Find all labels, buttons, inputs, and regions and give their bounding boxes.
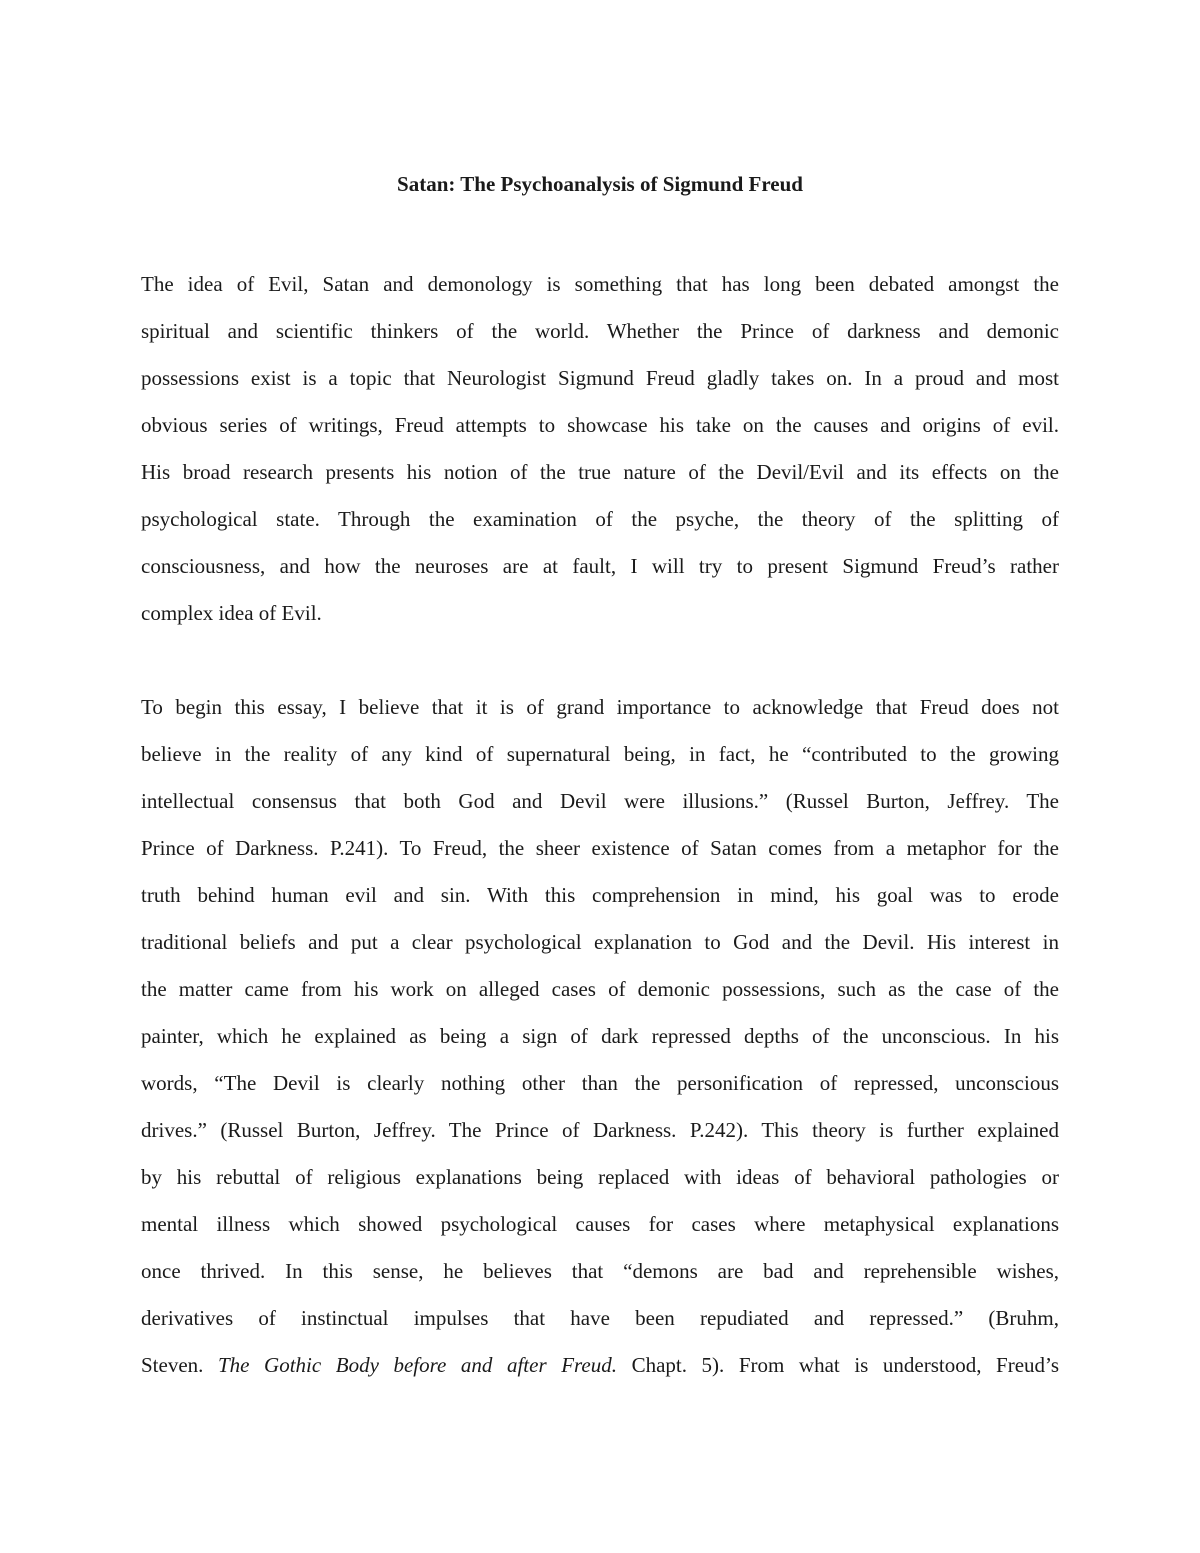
text-line: drives.” (Russel Burton, Jeffrey. The Prince of Darkness. P.242). This theory is further explained — [141, 1118, 1059, 1142]
text-line: possessions exist is a topic that Neurologist Sigmund Freud gladly takes on. In a proud and most — [141, 366, 1059, 390]
text-line: traditional beliefs and put a clear psychological explanation to God and the Devil. His interest in — [141, 930, 1059, 954]
text-line: believe in the reality of any kind of supernatural being, in fact, he “contributed to the growing — [141, 742, 1059, 766]
text-line: obvious series of writings, Freud attempts to showcase his take on the causes and origins of evil. — [141, 413, 1059, 437]
text-line: the matter came from his work on alleged cases of demonic possessions, such as the case of the — [141, 977, 1059, 1001]
text-line: truth behind human evil and sin. With this comprehension in mind, his goal was to erode — [141, 883, 1059, 907]
text-line: words, “The Devil is clearly nothing other than the personification of repressed, unconscious — [141, 1071, 1059, 1095]
text-line: To begin this essay, I believe that it is of grand importance to acknowledge that Freud does not — [141, 695, 1059, 719]
citation-author: Steven. — [141, 1353, 204, 1377]
text-line: complex idea of Evil. — [141, 601, 322, 625]
text-line: The idea of Evil, Satan and demonology is something that has long been debated amongst the — [141, 272, 1059, 296]
text-line: painter, which he explained as being a sign of dark repressed depths of the unconscious. In his — [141, 1024, 1059, 1048]
text-line: spiritual and scientific thinkers of the world. Whether the Prince of darkness and demonic — [141, 319, 1059, 343]
text-line: derivatives of instinctual impulses that have been repudiated and repressed.” (Bruhm, — [141, 1306, 1059, 1330]
text-line: consciousness, and how the neuroses are at fault, I will try to present Sigmund Freud’s rather — [141, 554, 1059, 578]
text-line: mental illness which showed psychological causes for cases where metaphysical explanations — [141, 1212, 1059, 1236]
paragraph-body — [141, 684, 1059, 1389]
paragraph-intro — [141, 261, 1059, 637]
text-line: intellectual consensus that both God and Devil were illusions.” (Russel Burton, Jeffrey. The — [141, 789, 1059, 813]
text-line: by his rebuttal of religious explanations being replaced with ideas of behavioral pathologies or — [141, 1165, 1059, 1189]
citation-rest: Chapt. 5). From what is understood, Freud’s — [631, 1353, 1059, 1377]
text-line: once thrived. In this sense, he believes that “demons are bad and reprehensible wishes, — [141, 1259, 1059, 1283]
text-line: Prince of Darkness. P.241). To Freud, the sheer existence of Satan comes from a metaphor for the — [141, 836, 1059, 860]
text-line: psychological state. Through the examination of the psyche, the theory of the splitting of — [141, 507, 1059, 531]
book-title: The Gothic Body before and after Freud. — [217, 1353, 617, 1377]
document-title: Satan: The Psychoanalysis of Sigmund Freud — [397, 172, 803, 196]
text-line: His broad research presents his notion of the true nature of the Devil/Evil and its effects on the — [141, 460, 1059, 484]
text-line-citation — [141, 1342, 1059, 1389]
